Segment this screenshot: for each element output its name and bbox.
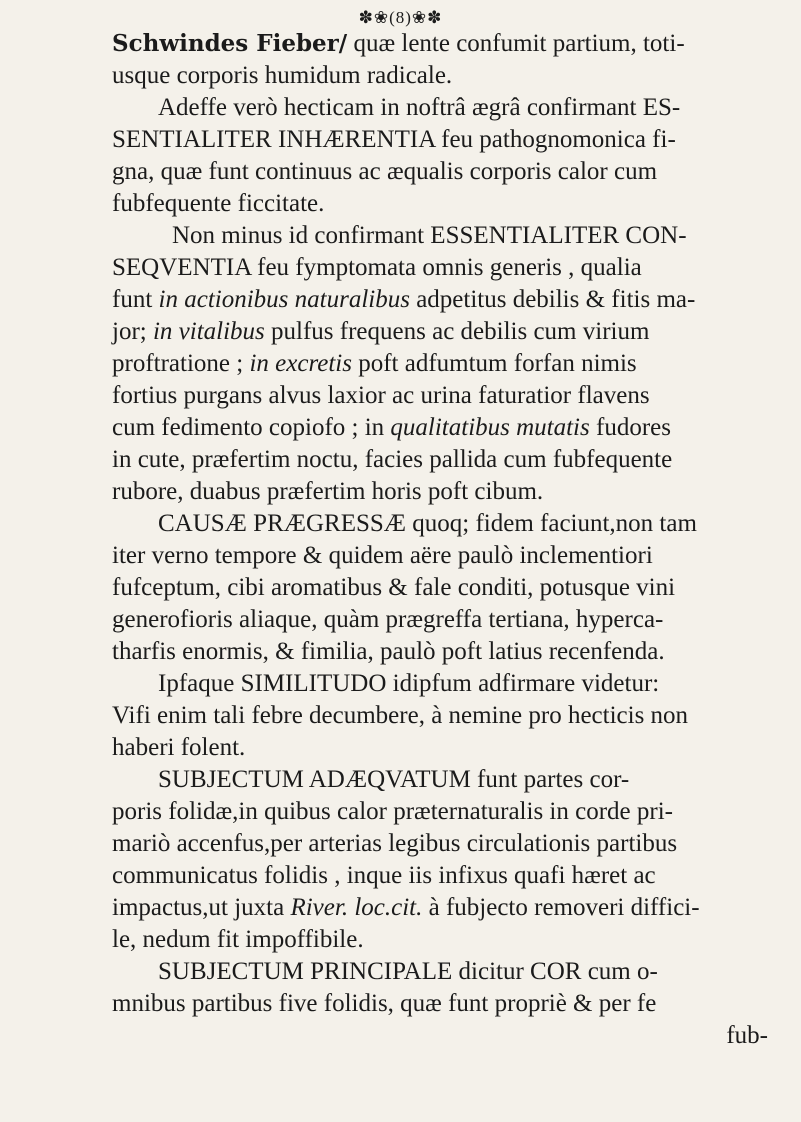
text-line: mariò accenfus,per arterias legibus circulationis partibus <box>112 830 678 857</box>
line-text: fudores <box>589 414 671 441</box>
italic-phrase: in actionibus naturalibus <box>158 286 410 313</box>
italic-phrase: in vitalibus <box>152 318 265 345</box>
paragraph-start-line: Non minus id confirmant ESSENTIALITER CON- <box>172 222 687 249</box>
line-text: pulfus frequens ac debilis cum virium <box>264 318 650 345</box>
text-line: tharfis enormis, & fimilia, paulò poft latius recenfenda. <box>112 638 665 665</box>
text-line: SENTIALITER INHÆRENTIA feu pathognomonica fi- <box>112 126 676 153</box>
paragraph-start-line: CAUSÆ PRÆGRESSÆ quoq; fidem faciunt,non tam <box>158 510 697 537</box>
paragraph-start-line: Adeffe verò hecticam in noftrâ ægrâ confirmant ES- <box>158 94 681 121</box>
italic-phrase: qualitatibus mutatis <box>390 414 590 441</box>
paragraph-start-line: SUBJECTUM ADÆQVATUM funt partes cor- <box>158 766 630 793</box>
text-line: generofioris aliaque, quàm prægreffa tertiana, hyperca- <box>112 606 664 633</box>
text-line: usque corporis humidum radicale. <box>112 62 453 89</box>
italic-phrase: in excretis <box>249 350 352 377</box>
text-line: SEQVENTIA feu fymptomata omnis generis , qualia <box>112 254 642 281</box>
text-line <box>112 28 792 60</box>
line-text: funt <box>112 286 159 313</box>
text-line <box>112 316 792 348</box>
text-line: iter verno tempore & quidem aëre paulò inclementiori <box>112 542 653 569</box>
line-text: jor; <box>112 318 153 345</box>
text-line <box>112 892 792 924</box>
text-line: haberi folent. <box>112 734 246 761</box>
text-line: poris folidæ,in quibus calor præternaturalis in corde pri- <box>112 798 673 825</box>
text-line: rubore, duabus præfertim horis poft cibum. <box>112 478 544 505</box>
paragraph-start-line: Ipfaque SIMILITUDO idipfum adfirmare videtur: <box>158 670 660 697</box>
line-text: poft adfumtum forfan nimis <box>351 350 637 377</box>
text-line <box>112 284 792 316</box>
catchword: fub- <box>726 1022 768 1049</box>
line-text: à fubjecto removeri diffici- <box>422 894 700 921</box>
line-text: impactus,ut juxta <box>112 894 291 921</box>
text-line: fubfequente ficcitate. <box>112 190 325 217</box>
fraktur-words: Schwindes Fieber/ <box>112 30 348 57</box>
text-line: Vifi enim tali febre decumbere, à nemine pro hecticis non <box>112 702 689 729</box>
text-line: mnibus partibus five folidis, quæ funt propriè & per fe <box>112 990 657 1017</box>
line-text: quæ lente confumit partium, toti- <box>347 30 685 57</box>
body-text <box>112 28 792 1052</box>
text-line: communicatus folidis , inque iis infixus quafi hæret ac <box>112 862 656 889</box>
text-line: fufceptum, cibi aromatibus & fale conditi, potusque vini <box>112 574 676 601</box>
text-line: le, nedum fit impoffibile. <box>112 926 364 953</box>
text-line: in cute, præfertim noctu, facies pallida cum fubfequente <box>112 446 673 473</box>
italic-phrase: River. loc.cit. <box>290 894 423 921</box>
text-line <box>112 412 792 444</box>
text-line: fortius purgans alvus laxior ac urina faturatior flavens <box>112 382 650 409</box>
line-text: proftratione ; <box>112 350 250 377</box>
paragraph-start-line: SUBJECTUM PRINCIPALE dicitur COR cum o- <box>158 958 658 985</box>
line-text: adpetitus debilis & fitis ma- <box>409 286 696 313</box>
text-line <box>112 348 792 380</box>
page-header-ornament: ✽❀(8)❀✽ <box>358 8 443 27</box>
text-line: gna, quæ funt continuus ac æqualis corporis calor cum <box>112 158 658 185</box>
line-text: cum fedimento copiofo ; in <box>112 414 391 441</box>
